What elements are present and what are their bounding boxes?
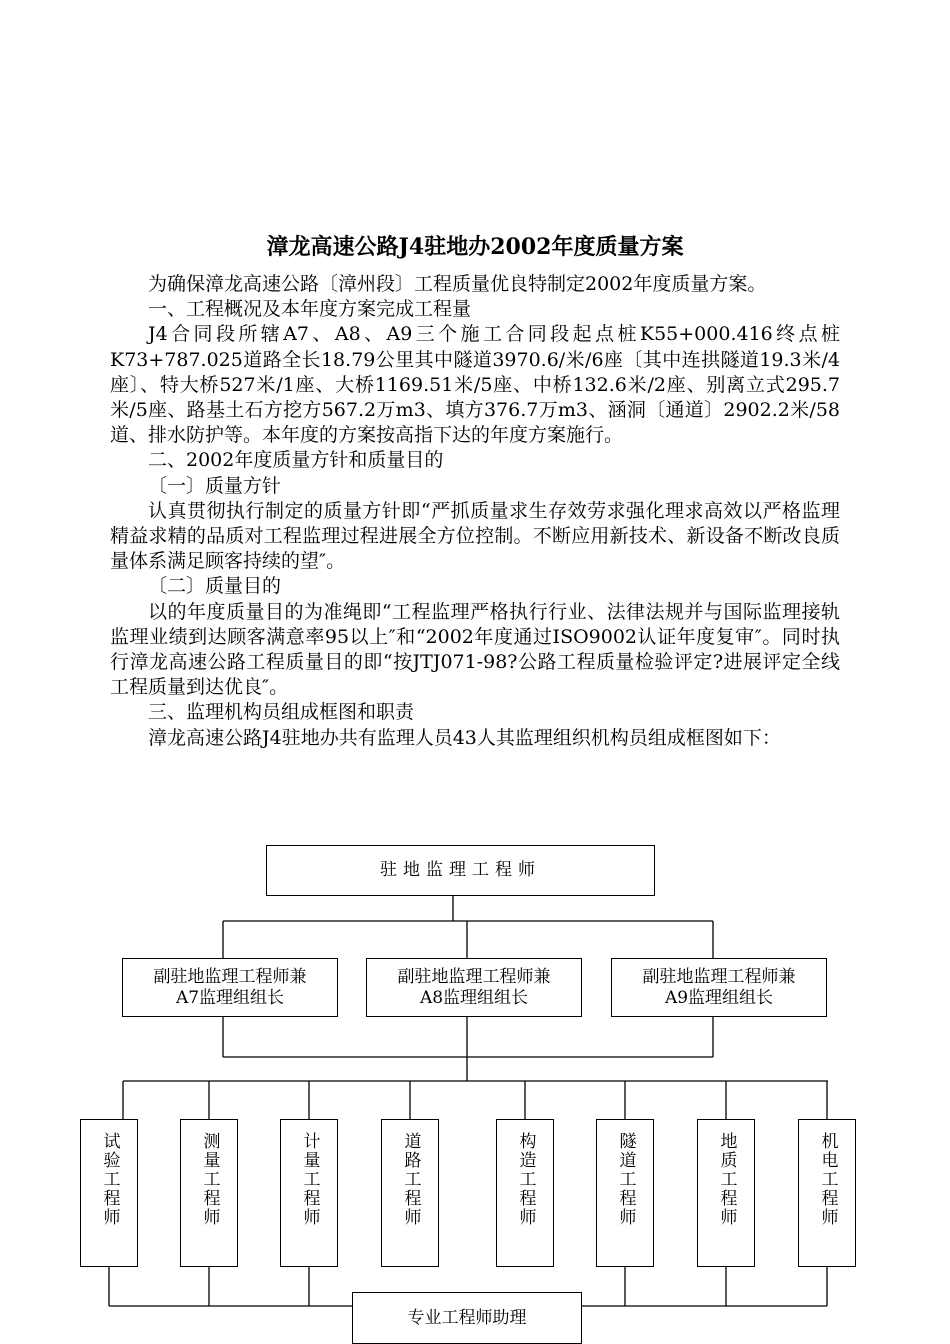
deputy-group: A7监理组组长	[175, 987, 285, 1008]
engineer-label: 地质工程师	[716, 1132, 737, 1227]
engineer-label: 测量工程师	[199, 1132, 220, 1227]
deputy-title: 副驻地监理工程师兼	[397, 966, 551, 987]
deputy-title: 副驻地监理工程师兼	[642, 966, 796, 987]
org-box-test-engineer	[80, 1119, 138, 1267]
heading-section-2: 二、2002年度质量方针和质量目的	[148, 449, 444, 472]
paragraph-org-intro: 漳龙高速公路J4驻地办共有监理人员43人其监理组织机构员组成框图如下：	[148, 726, 781, 749]
paragraph-intro: 为确保漳龙高速公路〔漳州段〕工程质量优良特制定2002年度质量方案。	[148, 273, 767, 295]
engineer-label: 试验工程师	[99, 1132, 120, 1227]
org-box-tunnel-engineer	[596, 1119, 654, 1267]
engineer-label: 机电工程师	[817, 1132, 838, 1227]
org-box-deputy-a9	[611, 958, 827, 1017]
engineer-label: 道路工程师	[400, 1132, 421, 1227]
org-box-road-engineer	[381, 1119, 439, 1267]
heading-quality-goal: 〔二〕质量目的	[148, 575, 282, 598]
deputy-title: 副驻地监理工程师兼	[153, 966, 307, 987]
document-body	[110, 272, 840, 751]
paragraph-quality-goal: 以的年度质量目的为准绳即“工程监理严格执行行业、法律法规并与国际监理接轨监理业绩到达顾客满意率95以上″和“2002年度通过ISO9002认证年度复审″。同时执行漳龙高速公路工程质量目的即“按JTJ071-98?公路工程质量检验评定?进展评定全线工程质量到达优良″。	[110, 600, 840, 699]
engineer-label: 隧道工程师	[615, 1132, 636, 1227]
deputy-group: A9监理组组长	[664, 987, 774, 1008]
engineer-label: 构造工程师	[515, 1132, 536, 1227]
heading-section-1: 一、工程概况及本年度方案完成工程量	[148, 298, 472, 321]
org-box-survey-engineer	[180, 1119, 238, 1267]
heading-quality-policy: 〔一〕质量方针	[148, 474, 282, 497]
paragraph-quality-policy: 认真贯彻执行制定的质量方针即“严抓质量求生存效劳求强化理求高效以严格监理精益求精的品质对工程监理过程进展全方位控制。不断应用新技术、新设备不断改良质量体系满足顾客持续的望″。	[110, 499, 840, 573]
org-box-structure-engineer	[496, 1119, 554, 1267]
paragraph-overview: J4合同段所辖A7、A8、A9三个施工合同段起点桩K55+000.416终点桩K73+787.025道路全长18.79公里其中隧道3970.6/米/6座〔其中连拱隧道19.3米/4座〕、特大桥527米/1座、大桥1169.51米/5座、中桥132.6米/2座、别离立式295.7米/5座、路基土石方挖方567.2万m3、填方376.7万m3、涵洞〔通道〕2902.2米/58道、排水防护等。本年度的方案按高指下达的年度方案施行。	[110, 323, 840, 447]
org-box-deputy-a8	[366, 958, 582, 1017]
org-box-metering-engineer	[280, 1119, 338, 1267]
deputy-group: A8监理组组长	[419, 987, 529, 1008]
engineer-label: 计量工程师	[299, 1132, 320, 1227]
org-box-assistant: 专业工程师助理	[352, 1292, 582, 1344]
document-title: 漳龙高速公路J4驻地办2002年度质量方案	[266, 234, 684, 260]
org-box-resident-engineer: 驻地监理工程师	[266, 845, 655, 896]
org-box-deputy-a7	[122, 958, 338, 1017]
org-box-electromech-engineer	[798, 1119, 856, 1267]
heading-section-3: 三、监理机构员组成框图和职责	[148, 701, 415, 724]
org-box-geology-engineer	[697, 1119, 755, 1267]
